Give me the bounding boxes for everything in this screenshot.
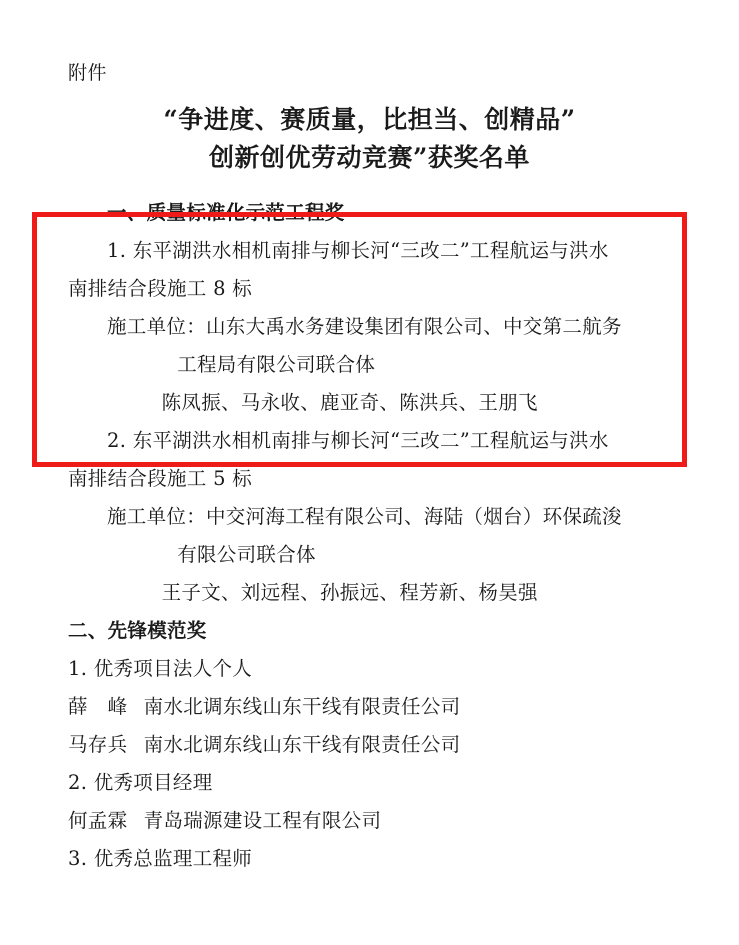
person-org: 青岛瑞源建设工程有限公司	[143, 809, 382, 833]
subsection-label-2: 2. 优秀项目经理	[68, 771, 213, 795]
document-body	[68, 194, 671, 878]
award-item-1-names: 陈凤振、马永收、鹿亚奇、陈洪兵、王朋飞	[161, 391, 538, 415]
page-title	[68, 101, 671, 179]
award-item-2-title-cont: 南排结合段施工 5 标	[68, 467, 253, 491]
award-item-1-title: 1. 东平湖洪水相机南排与柳长河“三改二”工程航运与洪水	[107, 239, 609, 263]
person-row	[68, 688, 671, 726]
person-name: 马存兵	[68, 733, 128, 757]
award-item-1-unit-cont: 工程局有限公司联合体	[177, 353, 376, 377]
page-title-line-2: 创新创优劳动竞赛”获奖名单	[209, 143, 530, 173]
subsection-label-3: 3. 优秀总监理工程师	[68, 847, 253, 871]
award-item-1-title-cont: 南排结合段施工 8 标	[68, 277, 253, 301]
page-title-line-1: “争进度、赛质量，比担当、创精品”	[163, 104, 576, 134]
person-name: 何孟霖	[68, 809, 128, 833]
person-row	[68, 802, 671, 840]
person-name: 薛 峰	[68, 695, 128, 719]
attachment-label: 附件	[68, 62, 108, 84]
award-item-1-unit: 施工单位：山东大禹水务建设集团有限公司、中交第二航务	[107, 315, 622, 339]
person-org: 南水北调东线山东干线有限责任公司	[143, 733, 461, 757]
section-heading-1: 一、质量标准化示范工程奖	[107, 201, 345, 225]
subsection-label-1: 1. 优秀项目法人个人	[68, 657, 253, 681]
award-item-2-title: 2. 东平湖洪水相机南排与柳长河“三改二”工程航运与洪水	[107, 429, 609, 453]
person-org: 南水北调东线山东干线有限责任公司	[143, 695, 461, 719]
person-row	[68, 726, 671, 764]
award-item-2-unit-cont: 有限公司联合体	[177, 543, 316, 567]
award-item-2-names: 王子文、刘远程、孙振远、程芳新、杨昊强	[161, 581, 538, 605]
section-heading-2: 二、先锋模范奖	[68, 619, 207, 643]
award-item-2-unit: 施工单位：中交河海工程有限公司、海陆（烟台）环保疏浚	[107, 505, 622, 529]
